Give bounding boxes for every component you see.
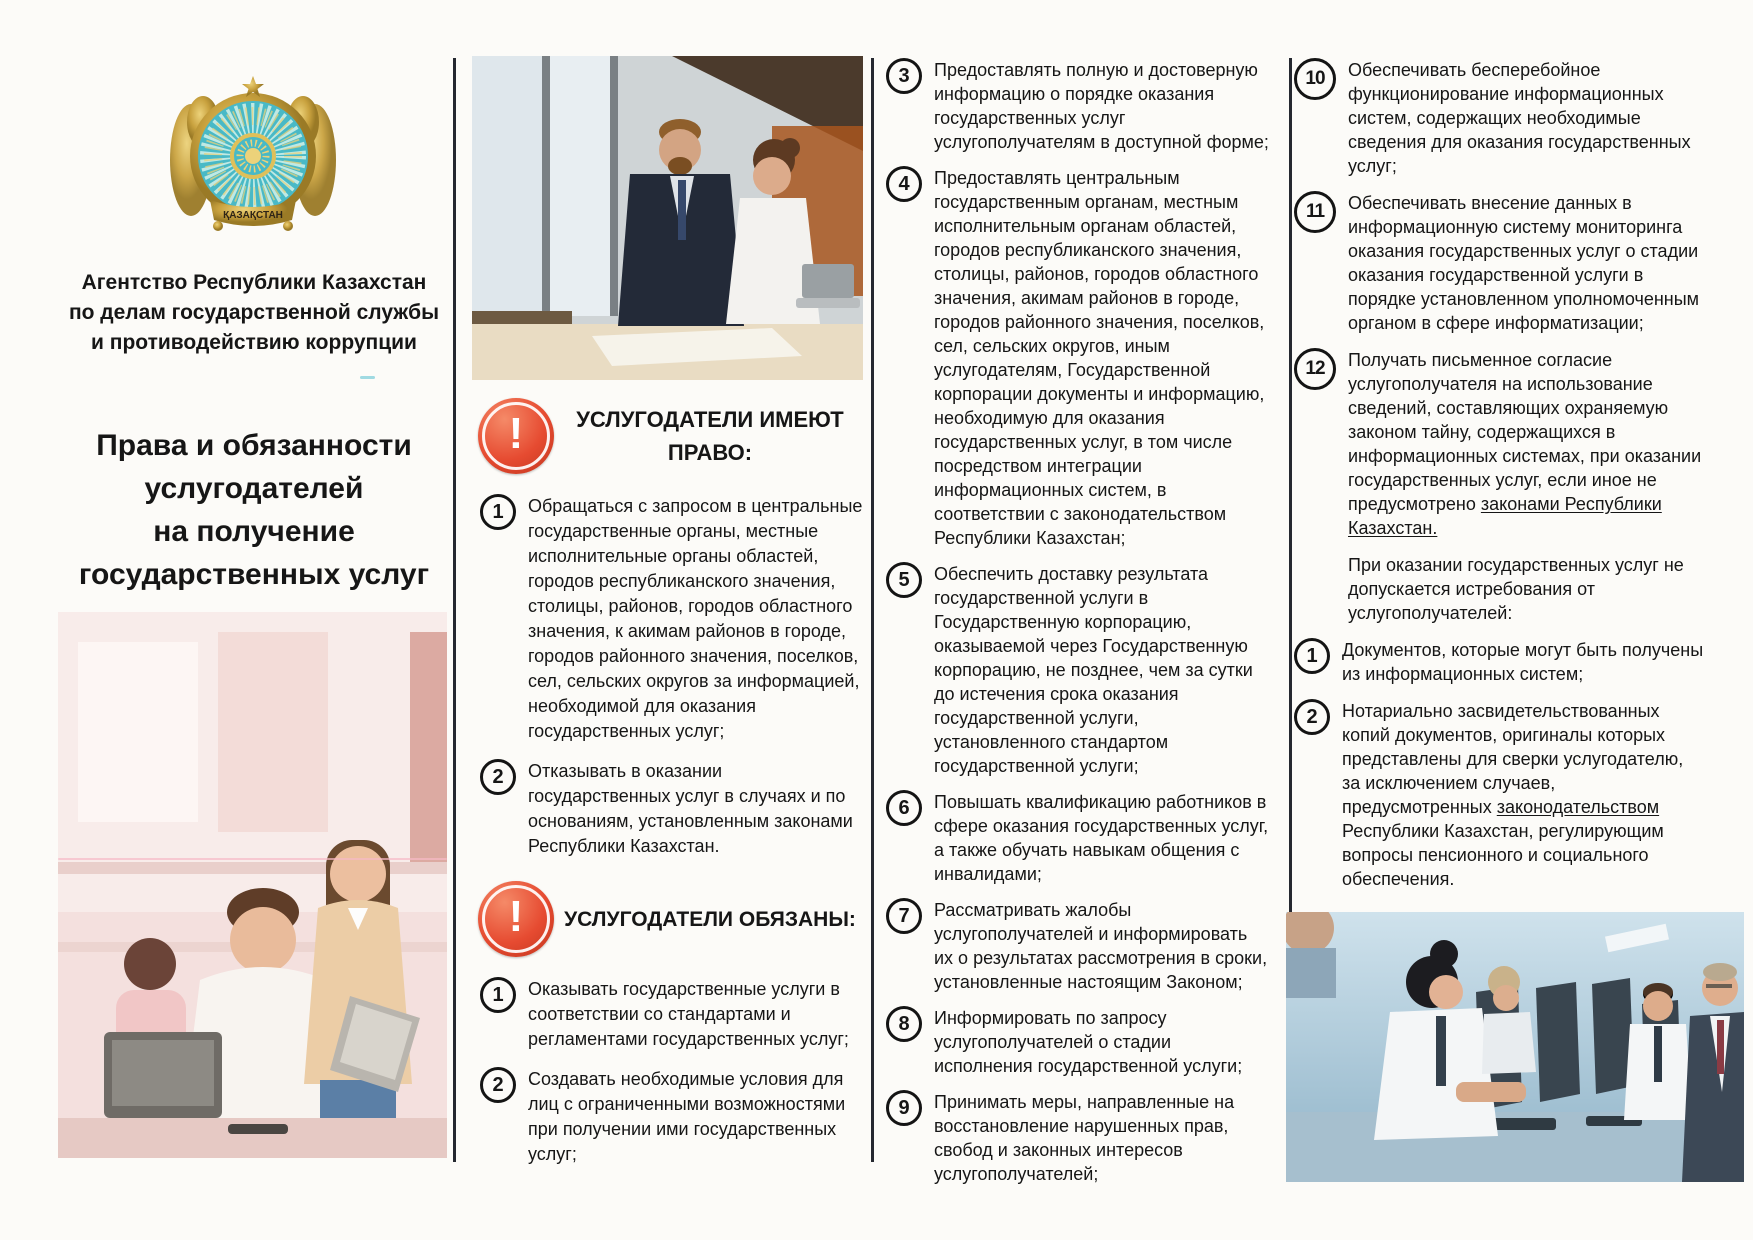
duties-section-header [478, 881, 866, 957]
agency-name [56, 268, 452, 358]
rights-item-1 [480, 494, 866, 744]
brochure-title-line: государственных услуг [78, 558, 430, 591]
underlined-law-reference: законодательством [1496, 797, 1660, 817]
panel-divider [453, 58, 456, 1162]
item-text: Обеспечивать внесение данных в информационную систему мониторинга оказания государственных услуг о стадии оказания государственной услуги в порядке установленном уполномоченным органом в сфере информатизации; [1348, 193, 1700, 333]
scan-artifact-cyan [360, 376, 375, 379]
item-number: 1 [480, 494, 516, 530]
item-number: 8 [886, 1006, 922, 1042]
item-number: 3 [886, 58, 922, 94]
item-text: Предоставлять полную и достоверную информацию о порядке оказания государственных услуг услугополучателям в доступной форме; [934, 60, 1269, 152]
duties-item-11 [1294, 191, 1706, 335]
brochure-title-line: услугодателей [144, 472, 364, 505]
agency-name-line: по делам государственной службы [68, 301, 440, 324]
scan-artifact-pink-line [58, 858, 447, 860]
brochure-title-line: Права и обязанности [96, 429, 412, 462]
duties-item-5 [886, 562, 1270, 778]
item-number: 4 [886, 166, 922, 202]
agency-name-line: и противодействию коррупции [91, 331, 417, 354]
item-text: Принимать меры, направленные на восстановление нарушенных прав, свобод и законных интересов услугополучателей; [934, 1092, 1235, 1184]
duties-item-3 [886, 58, 1270, 154]
item-number: 6 [886, 790, 922, 826]
duties-item-2 [480, 1067, 866, 1167]
underlined-law-reference: законами Республики Казахстан. [1348, 494, 1662, 538]
item-text: Рассматривать жалобы услугополучателей и информировать их о результатах рассмотрения в сроки, установленные настоящим Законом; [934, 900, 1268, 992]
kazakhstan-emblem-graphic [158, 60, 348, 252]
rights-section-header [478, 398, 866, 474]
warning-icon [478, 881, 554, 957]
item-text: Повышать квалификацию работников в сфере оказания государственных услуг, а также обучать навыкам общения с инвалидами; [934, 792, 1269, 884]
item-text: Обеспечивать бесперебойное функционирование информационных систем, содержащих необходимые сведения для оказания государственных услуг; [1348, 60, 1691, 176]
panel-3-content [886, 58, 1270, 1186]
duties-item-10 [1294, 58, 1706, 178]
agency-name-line: Агентство Республики Казахстан [81, 271, 427, 294]
rights-heading: УСЛУГОДАТЕЛИ ИМЕЮТ ПРАВО: [576, 407, 844, 465]
photo-service-center-office [1286, 912, 1744, 1182]
warning-icon [478, 398, 554, 474]
brochure-title [56, 424, 452, 596]
item-number: 11 [1294, 191, 1336, 233]
brochure-title-line: на получение [153, 515, 355, 548]
item-number: 1 [480, 977, 516, 1013]
warning-icon-ring [482, 885, 550, 953]
restrictions-intro: При оказании государственных услуг не допускается истребования от услугополучателей: [1348, 555, 1684, 623]
panel-4-content [1294, 58, 1706, 1182]
kazakhstan-emblem [158, 60, 348, 252]
item-text: Документов, которые могут быть получены из информационных систем; [1342, 640, 1704, 684]
duties-item-12 [1294, 348, 1706, 540]
exclamation-mark: ! [508, 892, 524, 941]
item-number: 2 [1294, 699, 1330, 735]
item-number: 2 [480, 1067, 516, 1103]
duties-item-7 [886, 898, 1270, 994]
panel-2-content [480, 494, 866, 1167]
item-text: Оказывать государственные услуги в соответствии со стандартами и регламентами государственных услуг; [528, 979, 849, 1049]
duties-heading: УСЛУГОДАТЕЛИ ОБЯЗАНЫ: [564, 907, 856, 931]
restriction-item-2 [1294, 699, 1706, 891]
item-text: Нотариально засвидетельствованных копий документов, оригиналы которых представлены для сверки услугодателю, за исключением случаев, предусмотренных законодательством Республики Казахстан, регулирующим вопросы пенсионного и социального обеспечения. [1342, 701, 1684, 889]
item-number: 5 [886, 562, 922, 598]
duties-item-1 [480, 977, 866, 1052]
duties-item-9 [886, 1090, 1270, 1186]
item-text: Предоставлять центральным государственным органам, местным исполнительным органам областей, городов республиканского значения, столицы, районов, городов областного значения, акимам районов в городе, городов районного значения, поселков, сел, сельских округов, иным услугодателям, Государственной корпорации документы и информацию, необходимую для оказания государственных услуг, в том числе посредством интеграции информационных систем, в соответствии с законодательством Республики Казахстан; [934, 168, 1265, 548]
restriction-item-1 [1294, 638, 1706, 686]
item-number: 12 [1294, 348, 1336, 390]
duties-item-4 [886, 166, 1270, 550]
exclamation-mark: ! [508, 409, 524, 458]
item-text: Обеспечить доставку результата государственной услуги в Государственную корпорацию, оказываемой через Государственную корпорацию, не позднее, чем за сутки до истечения срока оказания государственной услуги, установленного стандартом государственной услуги; [934, 564, 1253, 776]
item-text: Отказывать в оказании государственных услуг в случаях и по основаниям, установленным законами Республики Казахстан. [528, 761, 853, 856]
item-number: 10 [1294, 58, 1336, 100]
duties-item-6 [886, 790, 1270, 886]
item-text: Создавать необходимые условия для лиц с ограниченными возможностями при получении ими государственных услуг; [528, 1069, 846, 1164]
duties-item-8 [886, 1006, 1270, 1078]
panel-divider [871, 58, 874, 1162]
rights-item-2 [480, 759, 866, 859]
photo-business-meeting [472, 56, 863, 380]
emblem-banner-text: ҚАЗАҚСТАН [223, 210, 283, 221]
item-number: 7 [886, 898, 922, 934]
item-text: Получать письменное согласие услугополучателя на использование сведений, составляющих охраняемую законом тайну, содержащихся в информационных системах, при оказании государственных услуг, если иное не предусмотрено законами Республики Казахстан. [1348, 350, 1702, 538]
cover-photo-consultation [58, 612, 447, 1158]
item-text: Информировать по запросу услугополучателей о стадии исполнения государственной услуги; [934, 1008, 1243, 1076]
item-text: Обращаться с запросом в центральные государственные органы, местные исполнительные органы областей, городов республиканского значения, столицы, районов, городов областного значения, к акимам районов в городе, городов районного значения, поселков, сел, сельских округов за информацией, необходимой для оказания государственных услуг; [528, 496, 863, 741]
item-number: 9 [886, 1090, 922, 1126]
warning-icon-ring [482, 402, 550, 470]
item-number: 2 [480, 759, 516, 795]
item-number: 1 [1294, 638, 1330, 674]
